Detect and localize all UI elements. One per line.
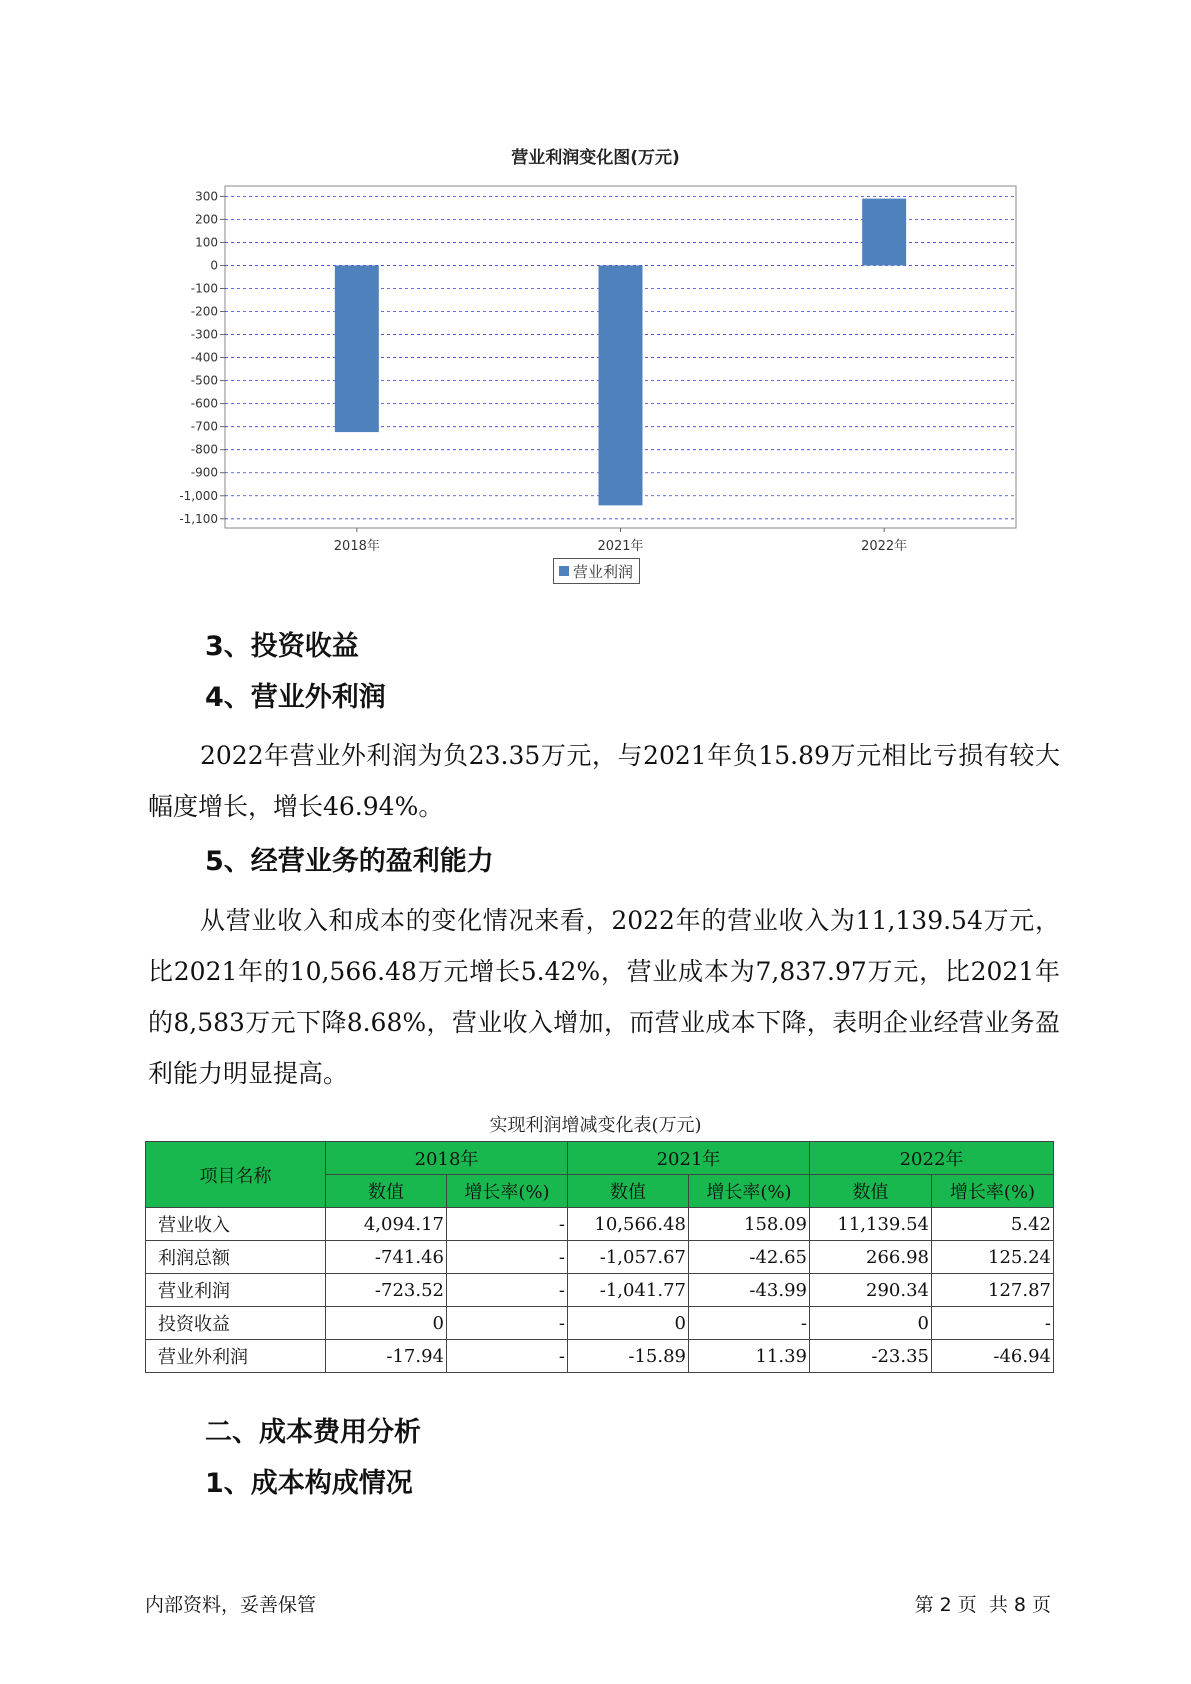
header-year-2018: 2018年	[326, 1142, 568, 1175]
table-row	[146, 1307, 1054, 1340]
y-tick-label: -1,000	[179, 488, 218, 503]
paragraph-profitability: 从营业收入和成本的变化情况来看，2022年的营业收入为11,139.54万元，比2021年的10,566.48万元增长5.42%，营业成本为7,837.97万元，比2021年的8,583万元下降8.68%，营业收入增加，而营业成本下降，表明企业经营业务盈利能力明显提高。	[148, 906, 1060, 1088]
heading-profitability: 5、经营业务的盈利能力	[205, 846, 494, 877]
table-cell: -17.94	[326, 1340, 447, 1373]
heading-cost-analysis: 二、成本费用分析	[205, 1417, 421, 1448]
header-rate: 增长率(%)	[932, 1175, 1054, 1208]
table-cell: -	[932, 1307, 1054, 1340]
table-cell: -723.52	[326, 1274, 447, 1307]
table-cell: 290.34	[810, 1274, 932, 1307]
bar-2018年	[335, 265, 379, 432]
table-cell: -	[447, 1241, 568, 1274]
table-cell: -23.35	[810, 1340, 932, 1373]
table-cell: 0	[568, 1307, 689, 1340]
table-row	[146, 1340, 1054, 1373]
footer-confidential: 内部资料，妥善保管	[145, 1594, 317, 1616]
paragraph-non-operating-profit: 2022年营业外利润为负23.35万元，与2021年负15.89万元相比亏损有较大幅度增长，增长46.94%。	[148, 741, 1060, 821]
table-cell: -741.46	[326, 1241, 447, 1274]
table-cell: 5.42	[932, 1208, 1054, 1241]
table-cell: -	[447, 1208, 568, 1241]
row-name: 营业外利润	[146, 1340, 326, 1373]
heading-investment-income: 3、投资收益	[205, 631, 359, 662]
table-cell: -	[689, 1307, 810, 1340]
heading-cost-structure: 1、成本构成情况	[205, 1468, 413, 1499]
row-name: 营业利润	[146, 1274, 326, 1307]
y-tick-label: -700	[190, 419, 218, 434]
header-value: 数值	[568, 1175, 689, 1208]
y-tick-label: -500	[190, 373, 218, 388]
chart-title: 营业利润变化图(万元)	[511, 148, 680, 168]
chart-legend	[553, 558, 640, 584]
operating-profit-chart	[0, 0, 1191, 560]
y-tick-label: 200	[195, 212, 218, 227]
table-cell: 266.98	[810, 1241, 932, 1274]
table-row	[146, 1241, 1054, 1274]
row-name: 营业收入	[146, 1208, 326, 1241]
x-tick-label: 2021年	[597, 539, 644, 554]
table-cell: -	[447, 1340, 568, 1373]
legend-label: 营业利润	[573, 562, 634, 581]
table-cell: -1,041.77	[568, 1274, 689, 1307]
profit-change-table	[145, 1141, 1054, 1373]
bar-2022年	[862, 199, 906, 266]
table-cell: 10,566.48	[568, 1208, 689, 1241]
x-tick-label: 2022年	[861, 539, 908, 554]
header-value: 数值	[810, 1175, 932, 1208]
table-cell: 127.87	[932, 1274, 1054, 1307]
footer-page-number: 第 2 页 共 8 页	[914, 1594, 1051, 1616]
y-tick-label: -100	[190, 281, 218, 296]
table-cell: -1,057.67	[568, 1241, 689, 1274]
table-cell: 0	[326, 1307, 447, 1340]
legend-swatch	[559, 566, 569, 576]
table-cell: 4,094.17	[326, 1208, 447, 1241]
table-cell: 125.24	[932, 1241, 1054, 1274]
header-rate: 增长率(%)	[689, 1175, 810, 1208]
table-cell: -15.89	[568, 1340, 689, 1373]
table-row	[146, 1274, 1054, 1307]
row-name: 投资收益	[146, 1307, 326, 1340]
y-tick-label: 300	[195, 189, 218, 204]
x-tick-label: 2018年	[333, 539, 380, 554]
y-tick-label: -300	[190, 327, 218, 342]
table-cell: -43.99	[689, 1274, 810, 1307]
header-value: 数值	[326, 1175, 447, 1208]
table-cell: -42.65	[689, 1241, 810, 1274]
header-item-name: 项目名称	[146, 1142, 326, 1208]
heading-non-operating-profit: 4、营业外利润	[205, 682, 386, 713]
header-rate: 增长率(%)	[447, 1175, 568, 1208]
table-cell: 0	[810, 1307, 932, 1340]
y-tick-label: -600	[190, 396, 218, 411]
table-caption: 实现利润增减变化表(万元)	[489, 1115, 702, 1136]
header-year-2022: 2022年	[810, 1142, 1054, 1175]
table-row	[146, 1208, 1054, 1241]
y-tick-label: -400	[190, 350, 218, 365]
y-tick-label: 0	[210, 258, 218, 273]
header-year-2021: 2021年	[568, 1142, 810, 1175]
table-cell: 11.39	[689, 1340, 810, 1373]
y-tick-label: -200	[190, 304, 218, 319]
table-cell: -46.94	[932, 1340, 1054, 1373]
bar-2021年	[599, 265, 643, 505]
table-cell: 11,139.54	[810, 1208, 932, 1241]
table-cell: 158.09	[689, 1208, 810, 1241]
y-tick-label: -800	[190, 442, 218, 457]
row-name: 利润总额	[146, 1241, 326, 1274]
y-tick-label: -1,100	[179, 511, 218, 526]
table-cell: -	[447, 1274, 568, 1307]
y-tick-label: 100	[195, 235, 218, 250]
table-cell: -	[447, 1307, 568, 1340]
y-tick-label: -900	[190, 465, 218, 480]
